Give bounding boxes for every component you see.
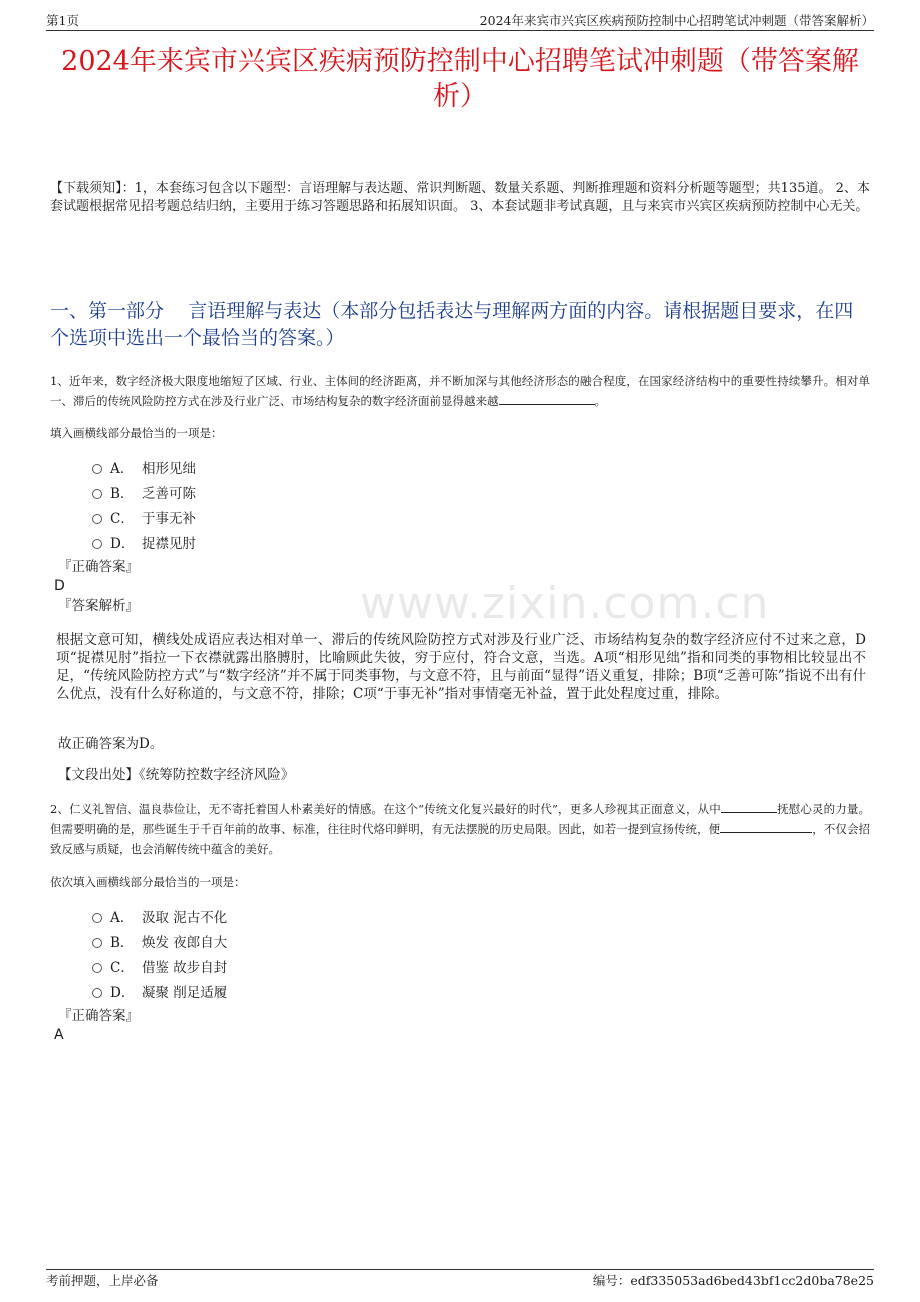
- question-2-text: [50, 799, 870, 859]
- analysis-label: 『答案解析』: [58, 598, 139, 614]
- option-letter: D．: [110, 535, 135, 552]
- option-b[interactable]: [92, 479, 196, 504]
- option-a[interactable]: [92, 454, 196, 479]
- question-1-text: [50, 371, 870, 411]
- page-footer: [46, 1269, 874, 1288]
- option-letter: C．: [110, 510, 134, 527]
- option-letter: B．: [110, 934, 134, 951]
- footer-doc-id: 编号：edf335053ad6bed43bf1cc2d0ba78e25: [592, 1273, 874, 1288]
- option-text: 焕发 夜郎自大: [142, 934, 228, 951]
- question-2-answer: A: [54, 1027, 64, 1043]
- question-1-conclusion: 故正确答案为D。: [58, 736, 164, 752]
- option-letter: A．: [110, 460, 134, 477]
- radio-icon[interactable]: [92, 464, 102, 474]
- option-a[interactable]: [92, 903, 227, 928]
- radio-icon[interactable]: [92, 913, 102, 923]
- question-1-stem: 1、近年来，数字经济极大限度地缩短了区域、行业、主体间的经济距离，并不断加深与其他经济形态的融合程度，在国家经济结构中的重要性持续攀升。相对单一、滞后的传统风险防控方式在涉及行业广泛、市场结构复杂的数字经济面前显得越来越: [50, 374, 870, 408]
- question-1-answer: D: [54, 578, 65, 594]
- answer-blank: [720, 820, 812, 833]
- page-number: 第1页: [46, 13, 79, 28]
- option-d[interactable]: [92, 978, 227, 1003]
- question-1-options: [92, 454, 196, 554]
- radio-icon[interactable]: [92, 539, 102, 549]
- option-text: 借鉴 故步自封: [142, 959, 228, 976]
- radio-icon[interactable]: [92, 489, 102, 499]
- question-1-source: 【文段出处】《统筹防控数字经济风险》: [58, 767, 295, 783]
- correct-answer-label: 『正确答案』: [58, 1008, 139, 1024]
- question-2-options: [92, 903, 227, 1003]
- page-header: [46, 12, 874, 31]
- question-1-stem-end: 。: [594, 394, 606, 408]
- option-letter: B．: [110, 485, 134, 502]
- watermark: www.zixin.com.cn: [360, 578, 770, 629]
- question-2-stem-2: 抚慰心灵的力量。但需要明确的是，那些诞生于千百年前的故事、标准，往往时代烙印鲜明，有无法摆脱的历史局限。因此，如若一提到宣扬传统，便: [50, 802, 871, 836]
- answer-blank: [721, 800, 777, 813]
- page-title: 2024年来宾市兴宾区疾病预防控制中心招聘笔试冲刺题（带答案解析）: [61, 46, 859, 112]
- option-letter: C．: [110, 959, 134, 976]
- section-heading: [50, 298, 870, 352]
- option-letter: A．: [110, 909, 134, 926]
- radio-icon[interactable]: [92, 938, 102, 948]
- question-2-stem-3: ，不仅会招致反感与质疑，也会消解传统中蕴含的美好。: [50, 822, 870, 856]
- question-2-stem-1: 2、仁义礼智信、温良恭俭让，无不寄托着国人朴素美好的情感。在这个“传统文化复兴最好的时代”，更多人珍视其正面意义，从中: [50, 802, 721, 816]
- section-number: 一、第一部分: [50, 300, 165, 322]
- option-text: 相形见绌: [142, 460, 196, 477]
- download-notice: 【下载须知】：1，本套练习包含以下题型：言语理解与表达题、常识判断题、数量关系题、判断推理题和资料分析题等题型；共135道。 2、本套试题根据常见招考题总结归纳，主要用于练习答题思路和拓展知识面。 3、本套试题非考试真题，且与来宾市兴宾区疾病预防控制中心无关。: [50, 181, 870, 214]
- question-1-prompt: 填入画横线部分最恰当的一项是：: [50, 426, 223, 440]
- footer-slogan: 考前押题，上岸必备: [46, 1273, 159, 1288]
- option-text: 汲取 泥古不化: [142, 909, 228, 926]
- correct-answer-label: 『正确答案』: [58, 559, 139, 575]
- option-text: 捉襟见肘: [142, 535, 196, 552]
- option-b[interactable]: [92, 928, 227, 953]
- section-title: 言语理解与表达（本部分包括表达与理解两方面的内容。请根据题目要求，在四个选项中选出一个最恰当的答案。）: [50, 300, 854, 349]
- question-1-analysis: 根据文意可知，横线处成语应表达相对单一、滞后的传统风险防控方式对涉及行业广泛、市场结构复杂的数字经济应付不过来之意，D项“捉襟见肘”指拉一下衣襟就露出胳膊肘，比喻顾此失彼，穷于应付，符合文意，当选。A项“相形见绌”指和同类的事物相比较显出不足，“传统风险防控方式”与“数字经济”并不属于同类事物，与文意不符，且与前面“显得”语义重复，排除；B项“乏善可陈”指说不出有什么优点，没有什么好称道的，与文意不符，排除；C项“于事无补”指对事情毫无补益，置于此处程度过重，排除。: [56, 632, 866, 702]
- option-text: 凝聚 削足适履: [142, 984, 228, 1001]
- option-letter: D．: [110, 984, 135, 1001]
- option-d[interactable]: [92, 529, 196, 554]
- option-c[interactable]: [92, 504, 196, 529]
- answer-blank: [499, 392, 595, 405]
- header-doc-title: 2024年来宾市兴宾区疾病预防控制中心招聘笔试冲刺题（带答案解析）: [479, 13, 874, 28]
- radio-icon[interactable]: [92, 988, 102, 998]
- option-c[interactable]: [92, 953, 227, 978]
- radio-icon[interactable]: [92, 963, 102, 973]
- option-text: 乏善可陈: [142, 485, 196, 502]
- question-2-prompt: 依次填入画横线部分最恰当的一项是：: [50, 875, 246, 889]
- radio-icon[interactable]: [92, 514, 102, 524]
- option-text: 于事无补: [142, 510, 196, 527]
